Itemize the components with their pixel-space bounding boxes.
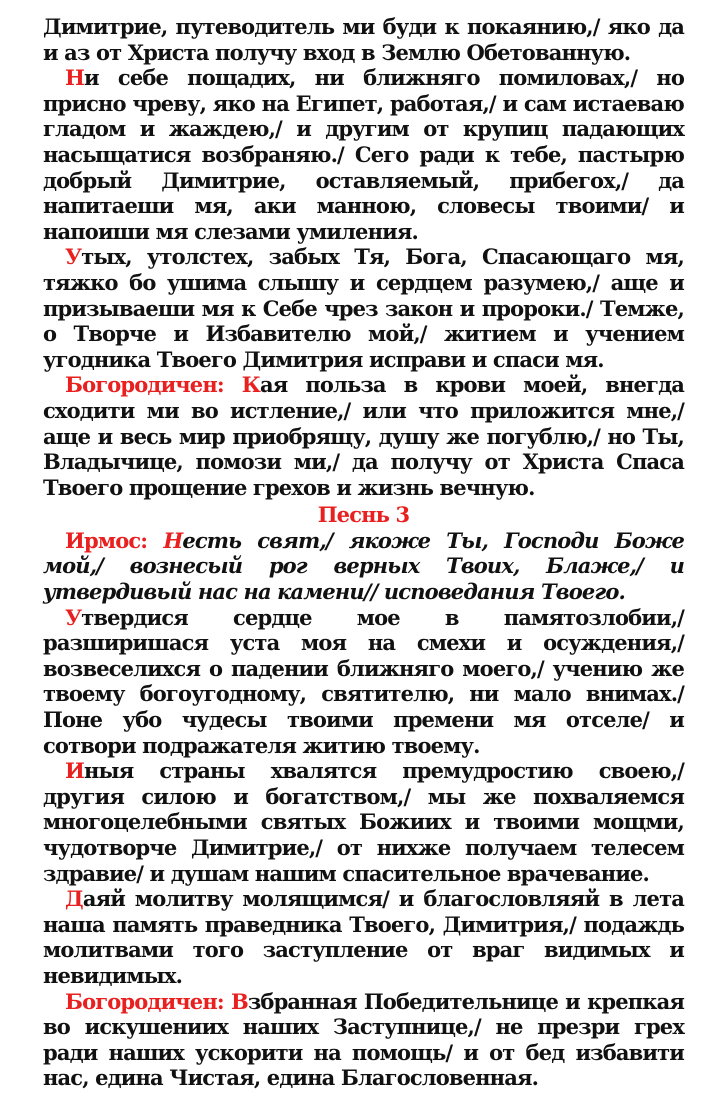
paragraph-text: твердися сердце мое в памятозлобии,/ разширишася уста моя на смехи и осуждения,/ возвеселихся о падении ближняго моего,/ учению же твоему богоугодному, святителю, ни мало внимах./ Поне убо чудесы твоими премени мя отселе/ и сотвори подражателя житию твоему. (43, 604, 684, 758)
paragraph-7 (43, 758, 684, 886)
paragraph-3 (43, 244, 684, 372)
red-initial: У (65, 604, 82, 630)
paragraph-1 (43, 14, 684, 65)
red-initial: Н (65, 65, 84, 91)
paragraph-text: Димитрие, путеводитель ми буди к покаянию,/ яко да и аз от Христа получу вход в Землю Обетованную. (43, 14, 684, 65)
paragraph-text: есть свят,/ якоже Ты, Господи Боже мой,/ вознесый рог верных Твоих, Блаже,/ и утвердивый нас на камени// исповедания Твоего. (43, 527, 684, 605)
red-initial: У (65, 244, 82, 270)
red-initial: Д (65, 886, 83, 912)
red-initial: В (230, 988, 248, 1014)
paragraph-8 (43, 886, 684, 988)
rubric-label: Богородичен: (65, 988, 231, 1014)
paragraph-text: ныя страны хвалятся премудростию своею,/ другия силою и богатством,/ мы же похваляемся многоцелебными святых Божиих и твоими мощми, чудотворче Димитрие,/ от нихже получаем телесем здравие/ и душам нашим спасительное врачевание. (43, 758, 684, 886)
paragraph-text: и себе пощадих, ни ближняго помиловах,/ но присно чреву, яко на Египет, работая,/ и сам истаеваю гладом и жаждею,/ и другим от крупиц падающих насыщатися возбраняю./ Сего ради к тебе, пастырю добрый Димитрие, оставляемый, прибегох,/ да напитаеши мя, аки манною, словесы твоими/ и напоиши мя слезами умиления. (43, 65, 684, 244)
red-initial: К (241, 372, 260, 398)
rubric-label: Ирмос: (65, 527, 164, 553)
paragraph-6 (43, 605, 684, 759)
paragraph-text: збранная Победительнице и крепкая во искушениих наших Заступнице,/ не презри грех ради наших ускорити на помощь/ и от бед избавити нас, едина Чистая, едина Благословенная. (43, 988, 684, 1091)
ode-heading: Песнь 3 (317, 502, 410, 528)
red-initial: И (65, 758, 84, 784)
paragraph-2 (43, 65, 684, 244)
paragraph-theotokion-2 (43, 989, 684, 1091)
paragraph-theotokion-1 (43, 372, 684, 500)
red-initial: Н (163, 527, 183, 553)
paragraph-text: аяй молитву молящимся/ и благословляяй в лета наша память праведника Твоего, Димитрия,/ подаждь молитвами того заступление от враг видимых и невидимых. (43, 886, 684, 988)
paragraph-text: ая польза в крови моей, внегда сходити ми во истление,/ или что приложится мне,/ аще и весь мир приобрящу, душу же погублю,/ но Ты, Владычице, помози ми,/ да получу от Христа Спаса Твоего прощение грехов и жизнь вечную. (43, 372, 684, 500)
paragraph-text: тых, утолстех, забых Тя, Бога, Спасающаго мя, тяжко бо ушима слышу и сердцем разумею,/ аще и призываеши мя к Себе чрез закон и пророки./ Темже, о Творче и Избавителю мой,/ житием и учением угодника Твоего Димитрия исправи и спаси мя. (43, 244, 684, 372)
rubric-label: Богородичен: (65, 372, 242, 398)
paragraph-irmos (43, 528, 684, 605)
